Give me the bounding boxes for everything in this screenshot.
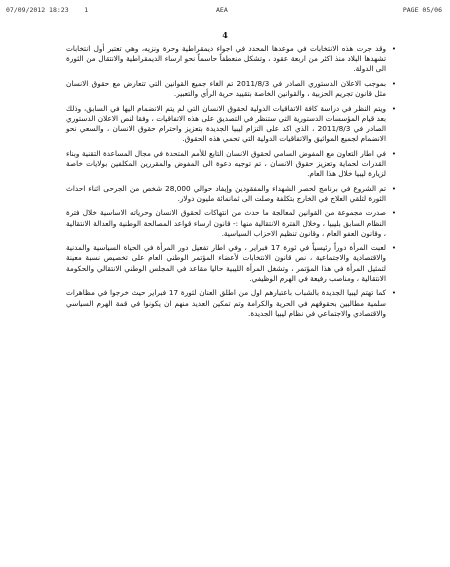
bullet-icon: • [391, 209, 396, 218]
page-number: 4 [222, 30, 228, 40]
bullet-paragraph: • ويتم النظر في دراسة كافة الاتفاقيات الدولية لحقوق الانسان التي لم يتم الانضمام اليها في السابق، وذلك بعد قيام المؤسسات الدستورية التي ستنظر في التصديق على هذه الاتفاقيات ، وفقا لنص الاعلان الدستوري الصادر في 2011/8/3 ، الذي اكد على التزام ليبيا الجديدة بتعزيز واحترام حقوق الانسان ، والسعي نحو الانضمام لجميع المواثيق والاتفاقيات الدولية التي تحمي هذه الحقوق. [66, 103, 396, 144]
bullet-icon: • [391, 104, 396, 113]
fax-sender-id: AEA [216, 6, 228, 14]
fax-header [6, 6, 442, 18]
bullet-paragraph: • تم الشروع في برنامج لحصر الشهداء والمفقودين وإيفاد حوالي 28,000 شخص من الجرحى اثناء احداث الثورة لتلقي العلاج في الخارج بتكلفة وصلت الى ثمانمائة مليون دولار. [66, 183, 396, 203]
bullet-paragraph: • وقد جرت هذه الانتخابات في موعدها المحدد في اجواء ديمقراطية وحرة ونزيه، وهي تعتبر أول انتخابات تشهدها البلاد منذ اكثر من اربعة عقود ، وتشكل منعطفاً حاسماً نحو ارساء الديمقراطية والانتقال من الثورة الى الدولة. [66, 44, 396, 74]
fax-page-indicator: PAGE 05/06 [402, 6, 442, 14]
bullet-icon: • [391, 244, 396, 253]
bullet-paragraph: • بموجب الاعلان الدستوري الصادر في 2011/8/3 تم الغاء جميع القوانين التي تتعارض مع حقوق الانسان مثل قانون تجريم الحزبية ، والقوانين الخاصة بتقييد حرية الرأي والتعبير. [66, 78, 396, 99]
bullet-paragraph: • صدرت مجموعة من القوانين لمعالجة ما حدث من انتهاكات لحقوق الانسان وحرياته الاساسية خلال فترة النظام السابق بليبيا ، وخلال الفترة الانتقالية منها :- قانون ارساء قواعد المصالحة الوطنية والعدالة الانتقالية ، وقانون العفو العام ، وقانون تنظيم الاحزاب السياسية. [66, 208, 396, 238]
bullet-icon: • [391, 45, 396, 53]
bullet-icon: • [391, 289, 396, 298]
document-body [66, 44, 396, 323]
bullet-paragraph: • لعبت المرأة دوراً رئيسياً في ثورة 17 فبراير ، وفي اطار تفعيل دور المرأة في الحياة السياسية والمدنية والاقتصادية والاجتماعية ، نص قانون الانتخابات لأعضاء المؤتمر الوطني العام على تخصيص نسبة معينة لتمثيل المرأة في هذا المؤتمر ، وتشغل المرأة الليبية حاليا مقاعد في المجلس الوطني الانتقالي والحكومة الانتقالية ، ومناصب رفيعة في الهرم الوظيفي. [66, 243, 396, 283]
bullet-icon: • [391, 149, 396, 158]
bullet-paragraph: • في اطار التعاون مع المفوض السامي لحقوق الانسان التابع للأمم المتحدة في مجال المساعدة التقنية وبناء القدرات لحماية وتعزيز حقوق الانسان ، تم توجيه دعوة الى المفوض والمقررين المكلفين بولايات خاصة لزيارة ليبيا خلال هذا العام. [66, 148, 396, 179]
fax-datetime: 07/09/2012 18:23 1 [6, 6, 89, 14]
bullet-paragraph: • كما تهتم ليبيا الجديدة بالشباب باعتبارهم اول من اطلق العنان لثورة 17 فبراير حيث خرجوا في مظاهرات سلمية مطالبين بحقوقهم في الحرية والكرامة وتم تمكين العديد منهم ان يكونوا في قمة الهرم السياسي والاقتصادي والاجتماعي في نظام ليبيا الجديدة. [66, 288, 396, 318]
bullet-icon: • [391, 184, 396, 193]
bullet-icon: • [391, 79, 396, 88]
